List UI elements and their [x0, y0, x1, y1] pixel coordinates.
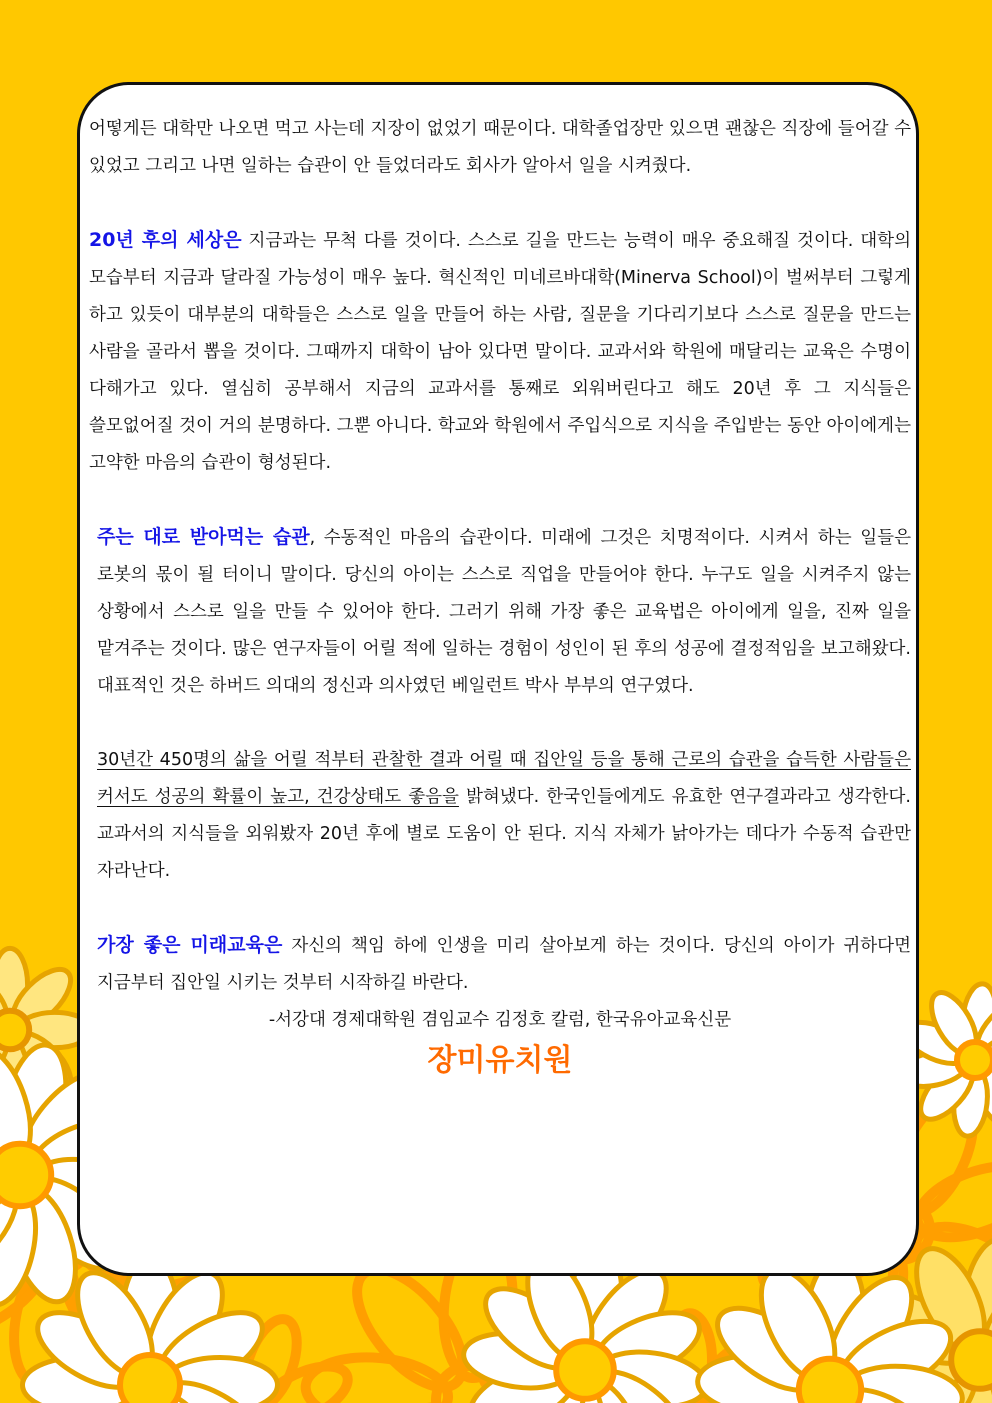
school-name: 장미유치원 [427, 1043, 573, 1078]
paragraph-2-text: 지금과는 무척 다를 것이다. 스스로 길을 만드는 능력이 매우 중요해질 것이다. 대학의 모습부터 지금과 달라질 가능성이 매우 높다. 혁신적인 미네르바대학(Minerva School)이 벌써부터 그렇게 하고 있듯이 대부분의 대학들은 스스로 일을 만들어 하는 사람, 질문을 기다리기보다 스스로 질문을 만드는 사람을 골라서 뽑을 것이다. 그때까지 대학이 남아 있다면 말이다. 교과서와 학원에 매달리는 교육은 수명이 다해가고 있다. 열심히 공부해서 지금의 교과서를 통째로 외워버린다고 해도 20년 후 그 지식들은 쓸모없어질 것이 거의 분명하다. 그뿐 아니다. 학교와 학원에서 주입식으로 지식을 주입받는 동안 아이에게는 고약한 마음의 습관이 형성된다. [89, 231, 911, 473]
highlight-passive-habit: 주는 대로 받아먹는 습관 [97, 526, 310, 548]
paragraph-2 [89, 222, 911, 482]
paragraph-4 [89, 742, 911, 890]
paragraph-3-text: , 수동적인 마음의 습관이다. 미래에 그것은 치명적이다. 시켜서 하는 일들은 로봇의 몫이 될 터이니 말이다. 당신의 아이는 스스로 직업을 만들어야 한다. 누구도 일을 시켜주지 않는 상황에서 스스로 일을 만들 수 있어야 한다. 그러기 위해 가장 좋은 교육법은 아이에게 일을, 진짜 일을 맡겨주는 것이다. 많은 연구자들이 어릴 적에 일하는 경험이 성인이 된 후의 성공에 결정적임을 보고해왔다. 대표적인 것은 하버드 의대의 정신과 의사였던 베일런트 박사 부부의 연구였다. [97, 528, 911, 696]
source-credit: -서강대 경제대학원 겸임교수 김정호 칼럼, 한국유아교육신문 [268, 1010, 732, 1030]
paragraph-5 [89, 927, 911, 1002]
paragraph-4-text: 밝혀냈다. 한국인들에게도 유효한 연구결과라고 생각한다. 교과서의 지식들을 외워봤자 20년 후에 별로 도움이 안 된다. 지식 자체가 낡아가는 데다가 수동적 습관만 자라난다. [97, 787, 911, 881]
paragraph-1: 어떻게든 대학만 나오면 먹고 사는데 지장이 없었기 때문이다. 대학졸업장만 있으면 괜찮은 직장에 들어갈 수 있었고 그리고 나면 일하는 습관이 안 들었더라도 회사가 알아서 일을 시켜줬다. [89, 119, 911, 176]
article-body [89, 111, 911, 1083]
paragraph-5-text: 자신의 책임 하에 인생을 미리 살아보게 하는 것이다. 당신의 아이가 귀하다면 지금부터 집안일 시키는 것부터 시작하길 바란다. [97, 936, 911, 993]
underlined-study-finding: 30년간 450명의 삶을 어릴 적부터 관찰한 결과 어릴 때 집안일 등을 통해 근로의 습관을 습득한 사람들은 커서도 성공의 확률이 높고, 건강상태도 좋음을 [97, 750, 911, 807]
highlight-best-education: 가장 좋은 미래교육은 [97, 934, 283, 956]
highlight-future-world: 20년 후의 세상은 [89, 229, 242, 251]
paragraph-3 [89, 519, 911, 705]
